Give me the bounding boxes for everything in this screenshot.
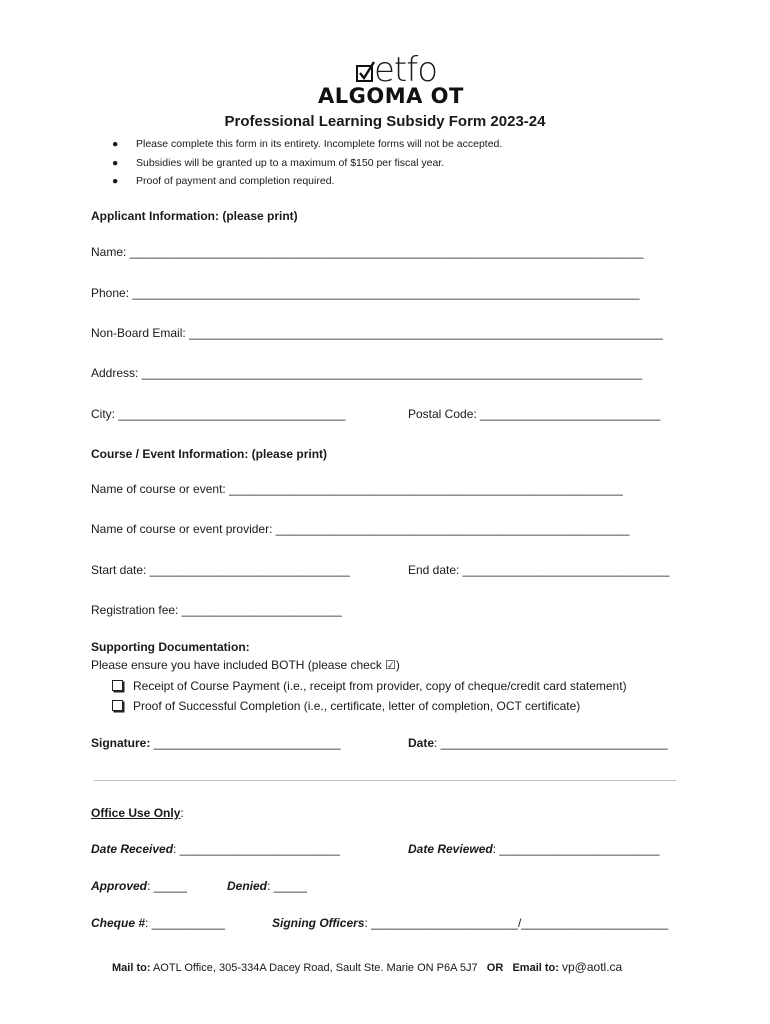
checkbox-icon[interactable] xyxy=(112,700,123,711)
logo-word: etfo xyxy=(374,50,438,90)
signature-field[interactable] xyxy=(91,736,341,750)
office-use-colon: : xyxy=(180,806,184,820)
course-provider-field[interactable]: Name of course or event provider: _____________________________________________________ xyxy=(91,522,630,536)
start-date-field[interactable]: Start date: ______________________________ xyxy=(91,563,350,577)
date-received-line: : ________________________ xyxy=(173,842,340,856)
bullet-text: Proof of payment and completion required. xyxy=(136,175,335,187)
end-date-field[interactable]: End date: _______________________________ xyxy=(408,563,670,577)
course-heading: Course / Event Information: (please print) xyxy=(91,447,328,461)
email-to-label: Email to: xyxy=(512,962,559,974)
date-label: Date xyxy=(408,736,435,750)
bullet-item xyxy=(112,175,334,187)
checklist-item[interactable] xyxy=(112,679,627,693)
date-field[interactable] xyxy=(408,736,668,750)
approved-label: Approved xyxy=(91,879,148,893)
email-address[interactable]: vp@aotl.ca xyxy=(561,960,623,974)
date-received-field[interactable] xyxy=(91,842,340,856)
bullet-icon: ● xyxy=(112,138,119,150)
course-name-field[interactable]: Name of course or event: ___________________________________________________________ xyxy=(91,482,623,496)
date-reviewed-field[interactable] xyxy=(408,842,660,856)
approved-field[interactable] xyxy=(91,879,187,893)
or-label: OR xyxy=(486,962,504,974)
phone-field[interactable]: Phone: ____________________________________________________________________________ xyxy=(91,286,640,300)
signature-line: ____________________________ xyxy=(150,736,341,750)
date-line: : __________________________________ xyxy=(434,736,668,750)
cheque-field[interactable] xyxy=(91,916,225,930)
office-use-label: Office Use Only xyxy=(91,806,181,820)
email-field[interactable]: Non-Board Email: _______________________________________________________________________ xyxy=(91,326,663,340)
applicant-heading: Applicant Information: (please print) xyxy=(91,209,298,223)
checklist-label: Proof of Successful Completion (i.e., certificate, letter of completion, OCT certificate) xyxy=(133,699,581,713)
denied-field[interactable] xyxy=(227,879,307,893)
signing-officers-field[interactable] xyxy=(272,916,668,930)
cheque-line: : ___________ xyxy=(145,916,226,930)
approved-line: : _____ xyxy=(147,879,188,893)
date-reviewed-label: Date Reviewed xyxy=(408,842,493,856)
signing-officers-line: : ______________________/______________________ xyxy=(364,916,669,930)
signature-label: Signature: xyxy=(91,736,151,750)
mail-address: AOTL Office, 305-334A Dacey Road, Sault Ste. Marie ON P6A 5J7 xyxy=(152,962,478,974)
bullet-item xyxy=(112,138,502,150)
bullet-text: Subsidies will be granted up to a maximum of $150 per fiscal year. xyxy=(136,157,445,169)
checklist-item[interactable] xyxy=(112,699,580,713)
docs-instruction: Please ensure you have included BOTH (please check ☑) xyxy=(91,658,400,672)
date-reviewed-line: : ________________________ xyxy=(492,842,660,856)
bullet-text: Please complete this form in its entirety. Incomplete forms will not be accepted. xyxy=(136,138,503,150)
denied-line: : _____ xyxy=(267,879,308,893)
form-title: Professional Learning Subsidy Form 2023-24 xyxy=(224,113,546,130)
denied-label: Denied xyxy=(227,879,268,893)
cheque-label: Cheque # xyxy=(91,916,146,930)
date-received-label: Date Received xyxy=(91,842,174,856)
footer xyxy=(112,960,622,974)
office-use-heading xyxy=(91,806,184,820)
checklist-label: Receipt of Course Payment (i.e., receipt from provider, copy of cheque/credit card statement) xyxy=(133,679,627,693)
bullet-icon: ● xyxy=(112,157,119,169)
name-field[interactable]: Name: _____________________________________________________________________________ xyxy=(91,245,644,259)
mail-to-label: Mail to: xyxy=(112,962,151,974)
bullet-icon: ● xyxy=(112,175,119,187)
logo-subtitle: ALGOMA OT xyxy=(318,84,464,108)
registration-fee-field[interactable]: Registration fee: ________________________ xyxy=(91,603,342,617)
bullet-item xyxy=(112,157,444,169)
postal-code-field[interactable]: Postal Code: ___________________________ xyxy=(408,407,661,421)
city-field[interactable]: City: __________________________________ xyxy=(91,407,346,421)
docs-heading: Supporting Documentation: xyxy=(91,640,250,654)
checkbox-icon[interactable] xyxy=(112,680,123,691)
signing-officers-label: Signing Officers xyxy=(272,916,365,930)
address-field[interactable]: Address: ___________________________________________________________________________ xyxy=(91,366,643,380)
divider xyxy=(94,780,676,781)
